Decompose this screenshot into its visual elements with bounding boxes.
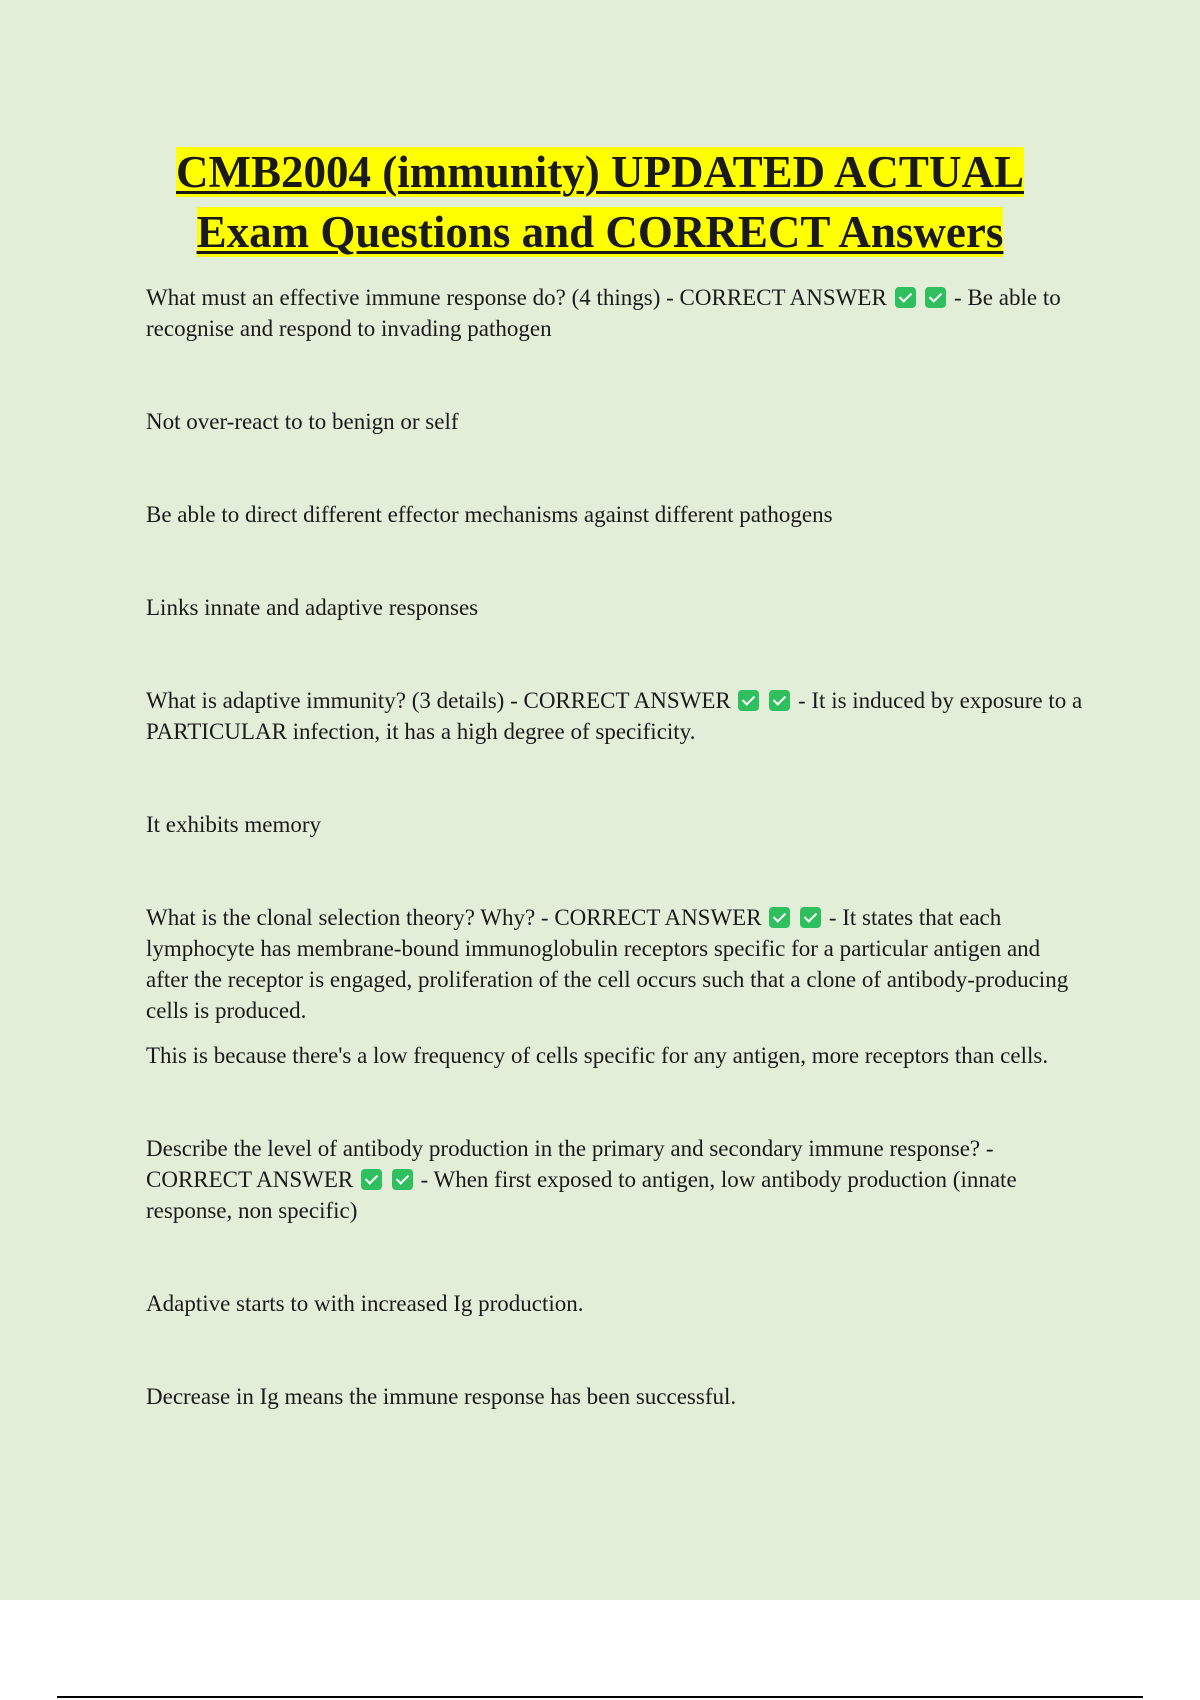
answer-detail: Not over-react to to benign or self	[146, 409, 459, 434]
check-box-icon	[895, 287, 916, 308]
answer-text: - When first exposed to antigen, low antibody production (innate response, non specific)	[146, 1167, 1017, 1223]
title-line-2: Exam Questions and CORRECT Answers	[196, 207, 1004, 257]
qa-item	[146, 685, 1086, 747]
answer-detail: Links innate and adaptive responses	[146, 595, 479, 620]
answer-detail: Adaptive starts to with increased Ig production.	[146, 1291, 584, 1316]
qa-item	[146, 282, 1086, 344]
check-box-icon	[925, 287, 946, 308]
answer-text: - It states that each lymphocyte has membrane-bound immunoglobulin receptors specific for a particular antigen and after the receptor is engaged, proliferation of the cell occurs such that a clone of antibody-producing cells is produced.	[146, 905, 1069, 1023]
check-box-icon	[800, 907, 821, 928]
title-line-1: CMB2004 (immunity) UPDATED ACTUAL	[176, 147, 1024, 197]
answer-text: - It is induced by exposure to a PARTICULAR infection, it has a high degree of specificity.	[146, 688, 1083, 744]
check-box-icon	[361, 1169, 382, 1190]
qa-content	[146, 282, 1086, 1412]
qa-item	[146, 902, 1086, 1026]
answer-detail: This is because there's a low frequency of cells specific for any antigen, more receptors than cells.	[146, 1043, 1049, 1068]
check-box-icon	[738, 690, 759, 711]
answer-detail: Be able to direct different effector mechanisms against different pathogens	[146, 502, 833, 527]
answer-detail: Decrease in Ig means the immune response has been successful.	[146, 1384, 737, 1409]
answer-detail: It exhibits memory	[146, 812, 322, 837]
question-text: What is adaptive immunity? (3 details) - CORRECT ANSWER	[146, 688, 731, 713]
footer-divider	[57, 1696, 1143, 1698]
question-text: What is the clonal selection theory? Why? - CORRECT ANSWER	[146, 905, 762, 930]
check-box-icon	[392, 1169, 413, 1190]
question-text: Describe the level of antibody production in the primary and secondary immune response? - CORRECT ANSWER	[146, 1136, 994, 1192]
check-box-icon	[769, 690, 790, 711]
check-box-icon	[769, 907, 790, 928]
answer-text: - Be able to recognise and respond to invading pathogen	[146, 285, 1061, 341]
document-title	[0, 142, 1200, 262]
qa-item	[146, 1133, 1086, 1226]
question-text: What must an effective immune response do? (4 things) - CORRECT ANSWER	[146, 285, 887, 310]
